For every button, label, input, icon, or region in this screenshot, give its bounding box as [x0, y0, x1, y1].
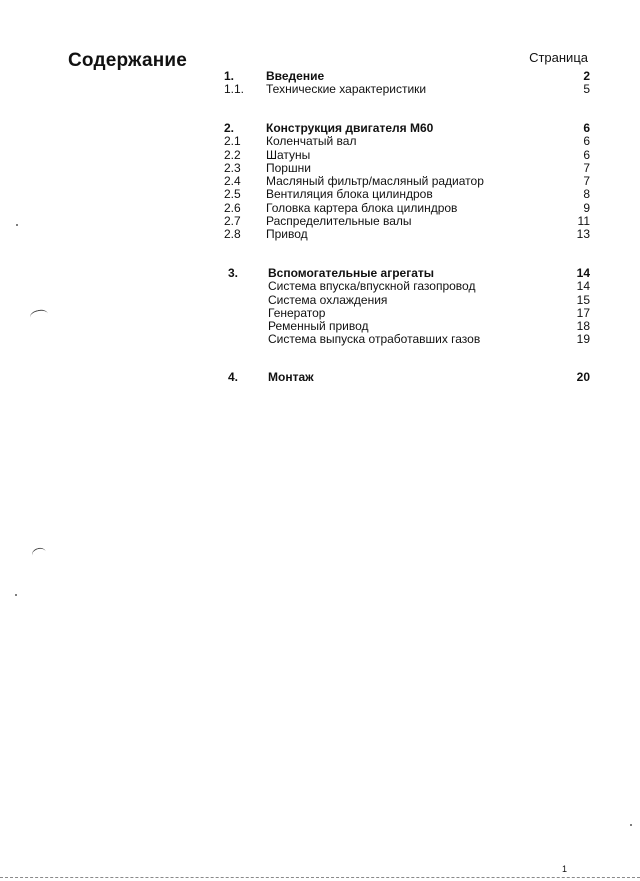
toc-entry-title: Масляный фильтр/масляный радиатор: [266, 174, 484, 189]
toc-entry-page: 18: [576, 319, 590, 334]
toc-entry-title: Шатуны: [266, 147, 311, 162]
toc-entry-title: Введение: [266, 69, 325, 83]
toc-entry[interactable]: [224, 333, 590, 346]
bottom-edge-line: [0, 877, 640, 878]
toc-entry-page: 14: [576, 279, 590, 294]
scan-speck: [630, 824, 632, 826]
toc-entry-page: 11: [577, 214, 590, 229]
toc-entry-number: 2.3: [224, 160, 241, 175]
toc-section-4: [224, 371, 590, 384]
toc-entry-title: Вентиляция блока цилиндров: [266, 187, 433, 202]
toc-entry-title: Ременный привод: [268, 319, 369, 334]
toc-entry[interactable]: [224, 149, 590, 162]
toc-entry-page: 6: [583, 134, 590, 149]
toc-entry[interactable]: [224, 294, 590, 307]
toc-entry-title: Монтаж: [268, 370, 314, 384]
toc-entry-page: 2: [583, 69, 590, 83]
toc-entry[interactable]: [224, 215, 590, 228]
toc-entry-page: 14: [576, 266, 590, 280]
toc-entry[interactable]: [224, 267, 590, 280]
toc-section-1: [224, 70, 590, 97]
toc-entry-page: 7: [583, 160, 590, 175]
toc-entry[interactable]: [224, 202, 590, 215]
page-title: Содержание: [68, 50, 188, 71]
toc-entry-page: 8: [583, 187, 590, 202]
toc-entry[interactable]: [224, 307, 590, 320]
toc-entry[interactable]: [224, 83, 590, 96]
toc-entry-page: 20: [576, 370, 590, 384]
toc-entry-number: 4.: [228, 370, 239, 384]
toc-entry-title: Конструкция двигателя М60: [266, 121, 434, 135]
toc-entry-title: Система выпуска отработавших газов: [268, 332, 481, 347]
toc-entry[interactable]: [224, 122, 590, 135]
toc-entry-page: 5: [583, 82, 590, 97]
toc-entry-title: Головка картера блока цилиндров: [266, 200, 458, 215]
toc-entry[interactable]: [224, 280, 590, 293]
toc-entry-page: 7: [583, 174, 590, 189]
toc-entry-title: Система впуска/впускной газопровод: [268, 279, 476, 294]
toc-entry-page: 6: [583, 147, 590, 162]
page-column-header: Страница: [529, 50, 588, 65]
scan-mark: [29, 308, 49, 323]
toc-entry-page: 6: [583, 121, 590, 135]
toc-entry-title: Привод: [266, 227, 308, 242]
scan-speck: [15, 594, 17, 596]
toc-entry-title: Вспомогательные агрегаты: [268, 266, 435, 280]
toc-entry-page: 15: [576, 292, 590, 307]
toc-entry-number: 2.6: [224, 200, 241, 215]
toc-entry-number: 2.5: [224, 187, 241, 202]
toc-entry-page: 19: [576, 332, 590, 347]
toc-entry-number: 2.8: [224, 227, 241, 242]
toc-entry[interactable]: [224, 320, 590, 333]
toc-entry-title: Коленчатый вал: [266, 134, 357, 149]
toc-entry-number: 2.4: [224, 174, 241, 189]
toc-entry[interactable]: [224, 175, 590, 188]
toc-entry[interactable]: [224, 188, 590, 201]
toc-entry-number: 3.: [228, 266, 239, 280]
toc-entry-title: Технические характеристики: [266, 82, 427, 97]
toc-entry-number: 2.: [224, 121, 235, 135]
toc-entry-page: 17: [576, 305, 590, 320]
toc-entry-title: Распределительные валы: [266, 214, 412, 229]
toc-entry-number: 2.2: [224, 147, 241, 162]
toc-entry-title: Поршни: [266, 160, 311, 175]
toc-entry-title: Генератор: [268, 305, 326, 320]
toc-entry-page: 9: [583, 200, 590, 215]
toc-entry-number: 2.7: [224, 214, 241, 229]
toc-section-2: [224, 122, 590, 242]
scan-speck: [16, 224, 18, 226]
toc-entry-number: 1.1.: [224, 82, 245, 97]
toc-entry-page: 13: [576, 227, 590, 242]
toc-entry[interactable]: [224, 162, 590, 175]
toc-section-3: [224, 267, 590, 347]
toc-entry-number: 2.1: [224, 134, 241, 149]
toc-entry[interactable]: [224, 371, 590, 384]
toc-entry-title: Система охлаждения: [268, 292, 388, 307]
page-number: 1: [562, 864, 568, 874]
toc-entry[interactable]: [224, 70, 590, 83]
toc-entry[interactable]: [224, 228, 590, 241]
toc-entry[interactable]: [224, 135, 590, 148]
scan-mark: [31, 546, 47, 560]
toc-entry-number: 1.: [224, 69, 235, 83]
